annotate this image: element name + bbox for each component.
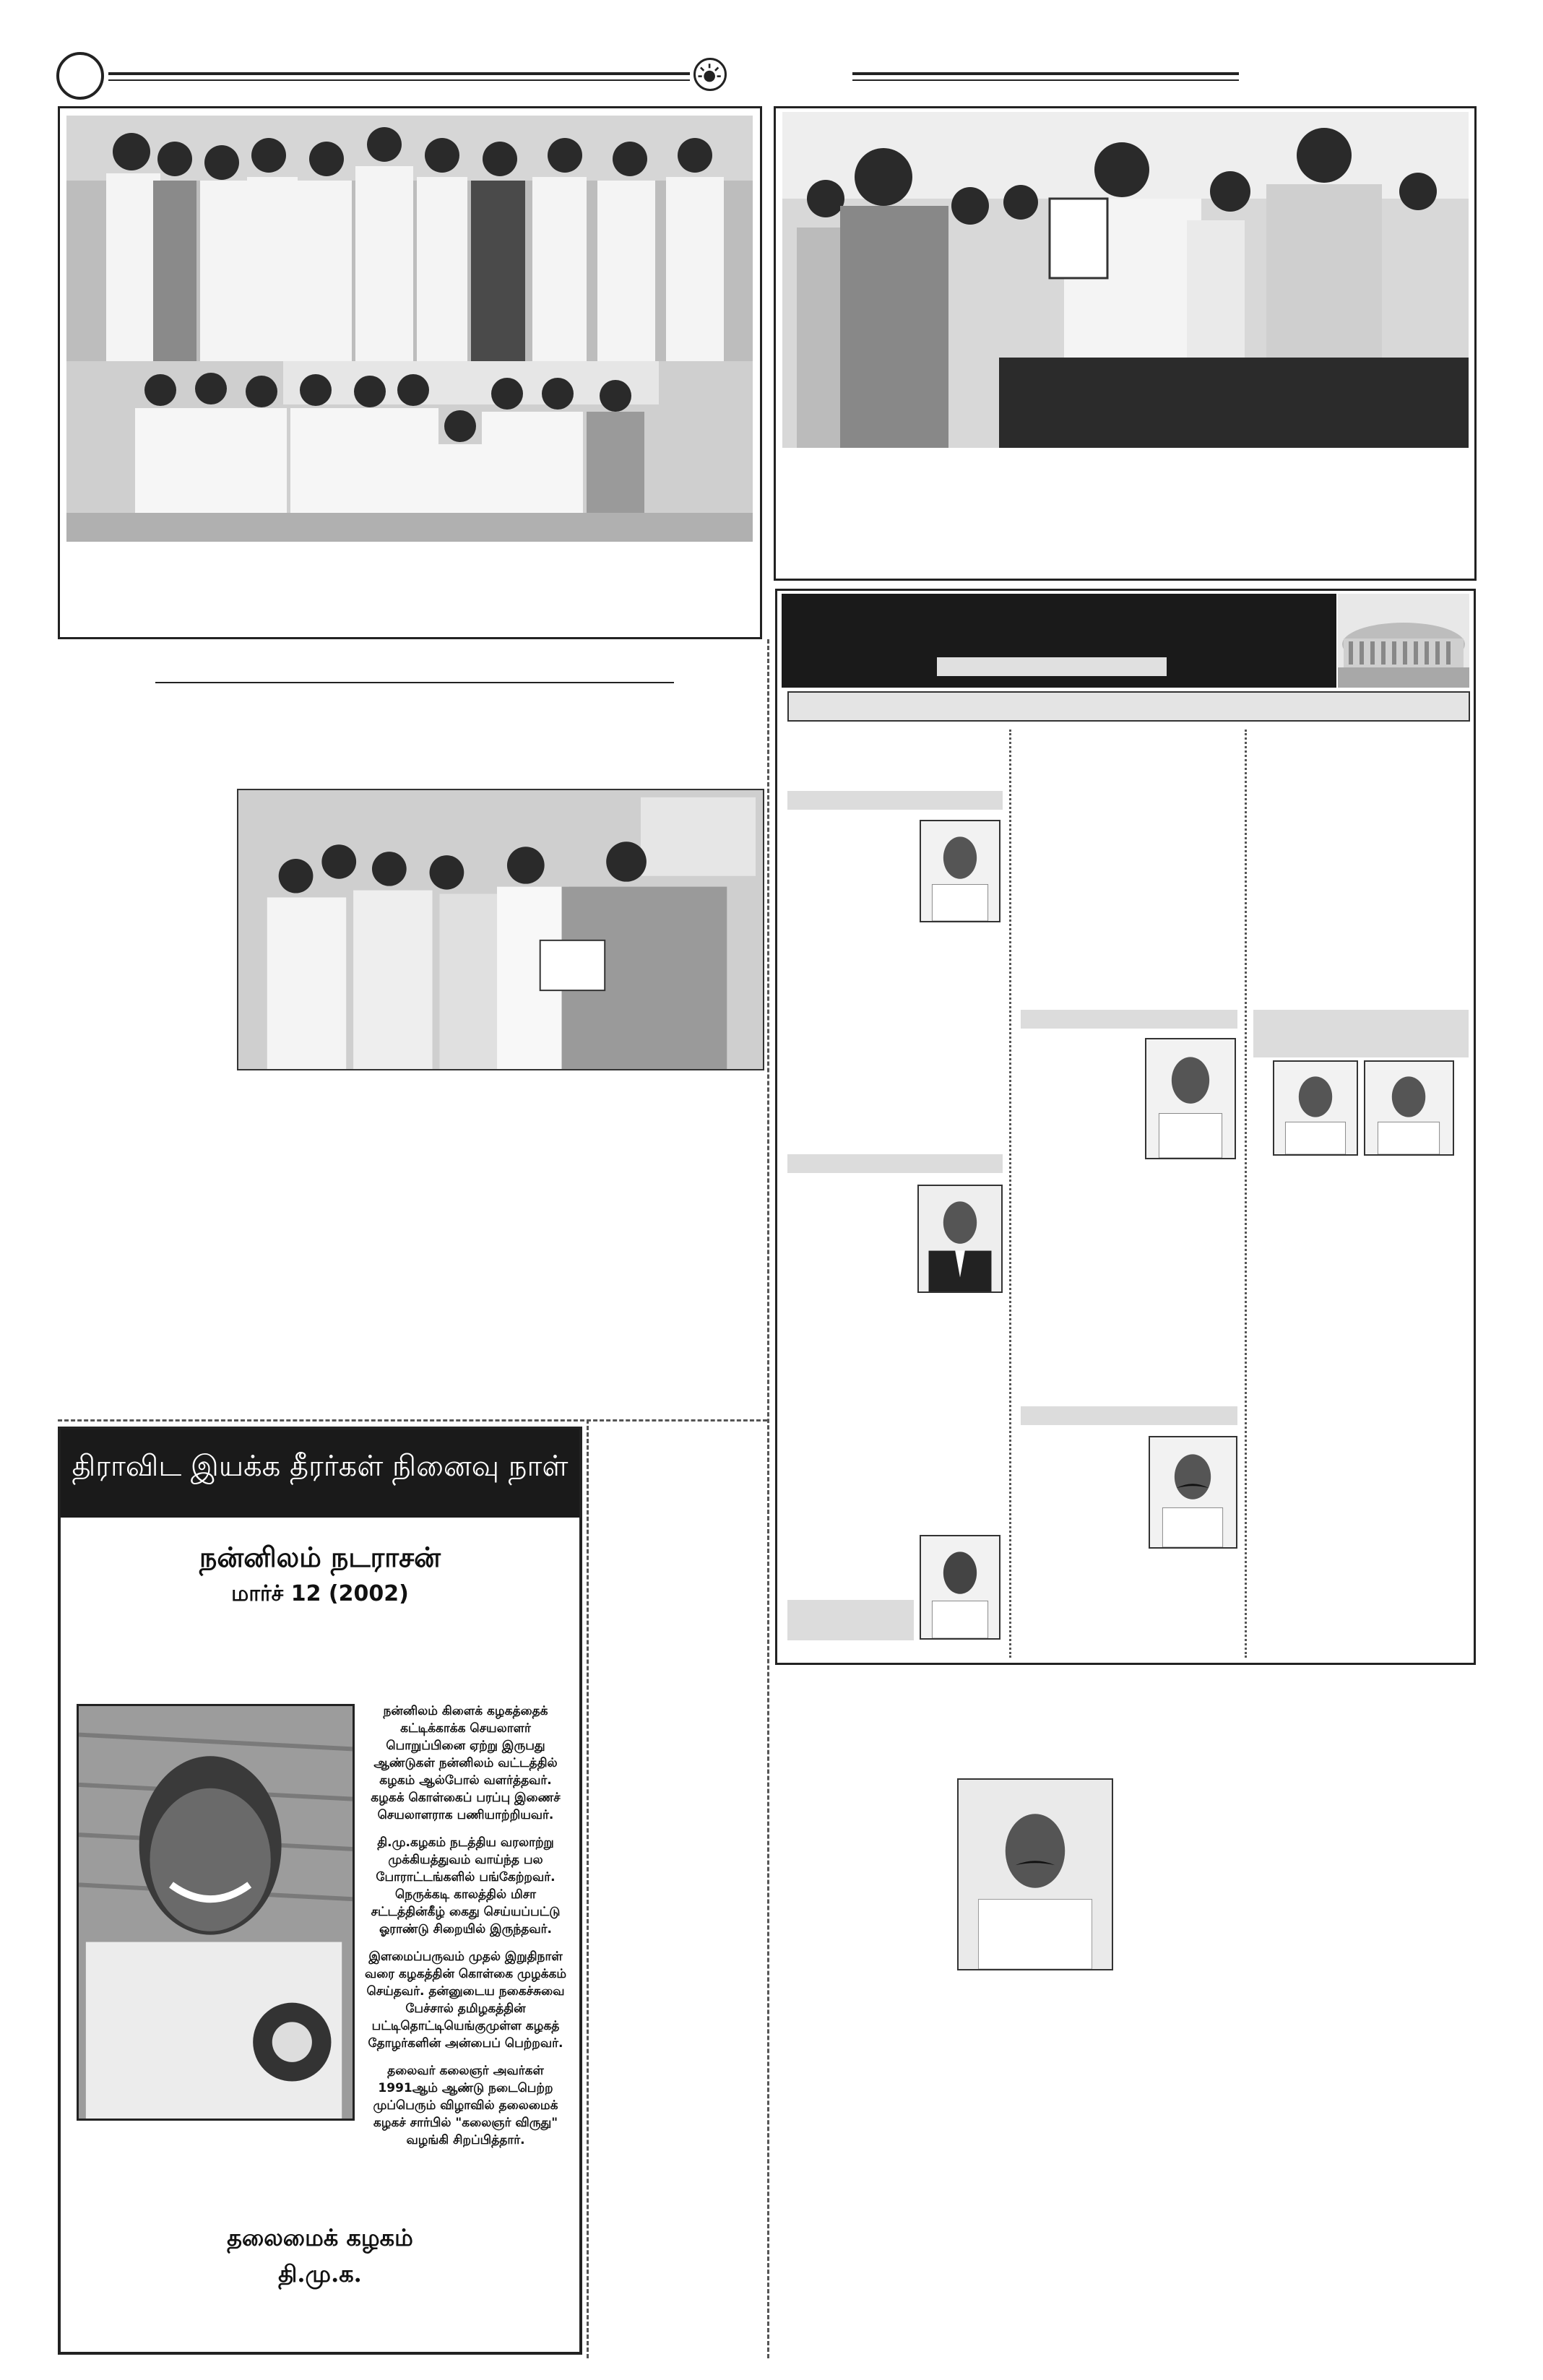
member-heading-bar: [787, 791, 1003, 810]
member-portrait: [1273, 1060, 1358, 1156]
parliament-header-strip: [937, 657, 1167, 676]
member-heading-bar: [787, 1600, 914, 1640]
column-divider-2: [1245, 730, 1247, 1658]
memorial-bio: [363, 1702, 569, 2149]
memorial-notice: [58, 1427, 582, 2355]
member-heading-bar: [787, 1154, 1003, 1173]
masthead-rule-right: [852, 72, 1239, 75]
memorial-person-name: நன்னிலம் நடராசன்: [199, 1541, 441, 1573]
memorial-footer-line2: தி.மு.க.: [278, 2260, 362, 2288]
memorial-portrait: [77, 1704, 355, 2121]
column-divider-1: [1009, 730, 1011, 1658]
memorial-footer-line1: தலைமைக் கழகம்: [227, 2224, 413, 2251]
page-column-divider: [767, 639, 769, 2358]
event-photo-memorandum: [237, 789, 764, 1070]
memorial-banner: [61, 1429, 579, 1518]
member-heading-bar: [1253, 1010, 1469, 1057]
member-portrait: [917, 1185, 1003, 1293]
memorial-banner-text: திராவிட இயக்க தீரர்கள் நினைவு நாள்: [72, 1450, 569, 1483]
masthead-rule-left-thin: [108, 79, 690, 81]
member-heading-bar: [1021, 1406, 1237, 1425]
rising-sun-emblem-icon: [693, 58, 727, 91]
masthead-rule-left: [108, 72, 690, 75]
portrait-photo: [957, 1778, 1113, 1970]
memorial-top-divider: [58, 1419, 767, 1421]
memorial-right-divider: [587, 1419, 589, 2358]
event-photo-certificate-handover: [782, 112, 1469, 448]
member-portrait: [1149, 1436, 1237, 1549]
member-heading-bar: [1021, 1010, 1237, 1029]
member-portrait: [920, 820, 1000, 922]
memorial-bio-paragraph: நன்னிலம் கிளைக் கழகத்தைக் கட்டிக்காக்க செயலாளர் பொறுப்பினை ஏற்று இருபது ஆண்டுகள் நன்னிலம் வட்டத்தில் கழகம் ஆல்போல் வளர்த்தவர். கழகக் கொள்கைப் பரப்பு இணைச் செயலாளராக பணியாற்றியவர்.: [371, 1704, 561, 1822]
memorial-bio-paragraph: தி.மு.கழகம் நடத்திய வரலாற்று முக்கியத்துவம் வாய்ந்த பல போராட்டங்களில் பங்கேற்றவர். நெருக்கடி காலத்தில் மிசா சட்டத்தின்கீழ் கைது செய்யப்பட்டு ஓராண்டு சிறையில் இருந்தவர்.: [371, 1835, 561, 1937]
event-photo-office-group: [66, 361, 753, 542]
parliament-subheader-bar: [787, 691, 1470, 722]
parliament-building-image: [1338, 594, 1469, 688]
memorial-bio-paragraph: தலைவர் கலைஞர் அவர்கள் 1991ஆம் ஆண்டு நடைபெற்ற முப்பெரும் விழாவில் தலைமைக் கழகச் சார்பில் "கலைஞர் விருது" வழங்கி சிறப்பித்தார்.: [373, 2064, 558, 2147]
member-portrait: [1364, 1060, 1454, 1156]
memorial-date: மார்ச் 12 (2002): [231, 1581, 409, 1606]
memorial-bio-paragraph: இளமைப்பருவம் முதல் இறுதிநாள் வரை கழகத்தின் கொள்கை முழக்கம் செய்தவர். தன்னுடைய நகைச்சுவை பேச்சால் தமிழகத்தின் பட்டிதொட்டியெங்குமுள்ள கழகத் தோழர்களின் அன்பைப் பெற்றவர்.: [364, 1950, 567, 2051]
masthead-rule-right-thin: [852, 79, 1239, 81]
event-photo-lamp-lighting: [66, 116, 753, 361]
page-number-circle-icon: [56, 52, 104, 100]
section-separator-rule: [155, 682, 674, 683]
member-portrait: [1145, 1038, 1236, 1159]
member-portrait: [920, 1535, 1000, 1640]
